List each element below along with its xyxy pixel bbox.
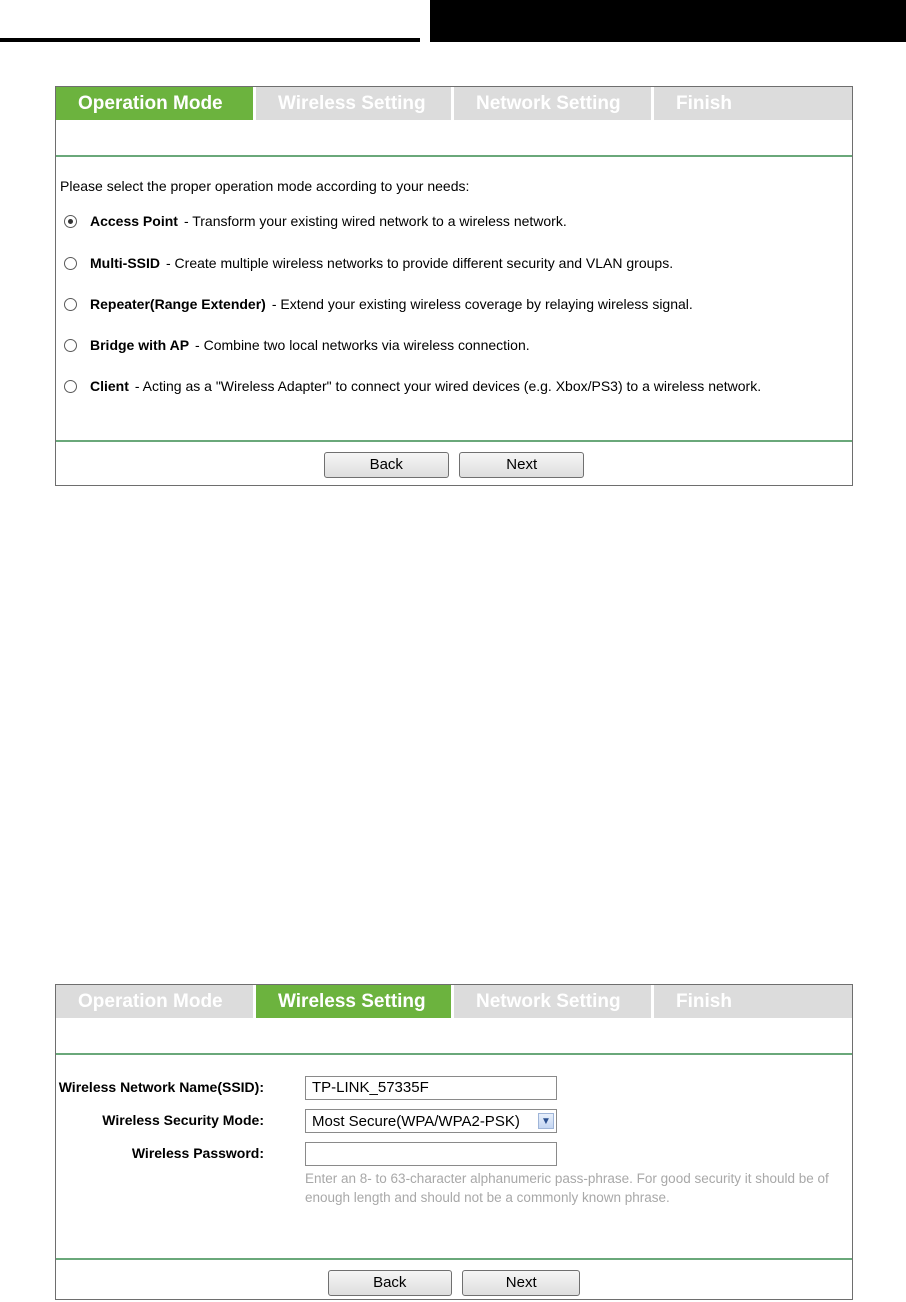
tab-wireless-setting: Wireless Setting: [256, 87, 454, 120]
intro-text: Please select the proper operation mode according to your needs:: [60, 178, 470, 194]
radio-bridge-with-ap[interactable]: [64, 339, 77, 352]
option-multi-ssid[interactable]: [64, 255, 673, 271]
tab-network-setting: Network Setting: [454, 985, 654, 1018]
radio-multi-ssid[interactable]: [64, 257, 77, 270]
step-tabs: [56, 985, 852, 1018]
ssid-input[interactable]: TP-LINK_57335F: [305, 1076, 557, 1100]
next-button[interactable]: Next: [459, 452, 584, 478]
step-tabs: [56, 87, 852, 120]
tab-operation-mode: Operation Mode: [56, 985, 256, 1018]
password-hint: Enter an 8- to 63-character alphanumeric pass-phrase. For good security it should be of enough length and should not be a commonly known phrase.: [305, 1171, 829, 1205]
tab-finish: Finish: [654, 87, 852, 120]
option-desc: - Acting as a "Wireless Adapter" to connect your wired devices (e.g. Xbox/PS3) to a wireless network.: [134, 378, 762, 394]
panel-subheader: [56, 120, 852, 157]
header-bar-right: [430, 0, 906, 42]
security-mode-select[interactable]: [305, 1109, 557, 1133]
panel-footer: [56, 1258, 852, 1301]
option-desc: - Transform your existing wired network to a wireless network.: [183, 213, 567, 229]
chevron-down-icon[interactable]: ▼: [538, 1113, 554, 1129]
panel-subheader: [56, 1018, 852, 1055]
panel-body: [56, 1055, 852, 1258]
tab-operation-mode: Operation Mode: [56, 87, 256, 120]
tab-wireless-setting: Wireless Setting: [256, 985, 454, 1018]
panel-body: [56, 157, 852, 440]
ssid-label: Wireless Network Name(SSID):: [58, 1079, 264, 1095]
option-name: Access Point: [90, 213, 178, 229]
wireless-setting-panel: [55, 984, 853, 1300]
back-button[interactable]: Back: [328, 1270, 452, 1296]
option-desc: - Create multiple wireless networks to provide different security and VLAN groups.: [166, 255, 674, 271]
back-button[interactable]: Back: [324, 452, 449, 478]
panel-footer: [56, 440, 852, 483]
option-name: Multi-SSID: [90, 255, 160, 271]
password-input[interactable]: [305, 1142, 557, 1166]
tab-finish: Finish: [654, 985, 852, 1018]
option-name: Bridge with AP: [90, 337, 190, 353]
option-desc: - Combine two local networks via wireless connection.: [195, 337, 530, 353]
option-bridge-with-ap[interactable]: [64, 337, 530, 353]
header-rule-left: [0, 38, 420, 42]
option-access-point[interactable]: [64, 213, 567, 229]
next-button[interactable]: Next: [462, 1270, 580, 1296]
option-repeater[interactable]: [64, 296, 693, 312]
radio-repeater[interactable]: [64, 298, 77, 311]
operation-mode-panel: [55, 86, 853, 486]
tab-network-setting: Network Setting: [454, 87, 654, 120]
option-name: Client: [90, 378, 129, 394]
password-label: Wireless Password:: [131, 1145, 264, 1161]
option-client[interactable]: [64, 378, 761, 394]
radio-access-point[interactable]: [64, 215, 77, 228]
option-name: Repeater(Range Extender): [90, 296, 266, 312]
option-desc: - Extend your existing wireless coverage by relaying wireless signal.: [271, 296, 693, 312]
radio-client[interactable]: [64, 380, 77, 393]
security-mode-label: Wireless Security Mode:: [102, 1112, 264, 1128]
security-mode-value: Most Secure(WPA/WPA2-PSK): [312, 1112, 520, 1130]
